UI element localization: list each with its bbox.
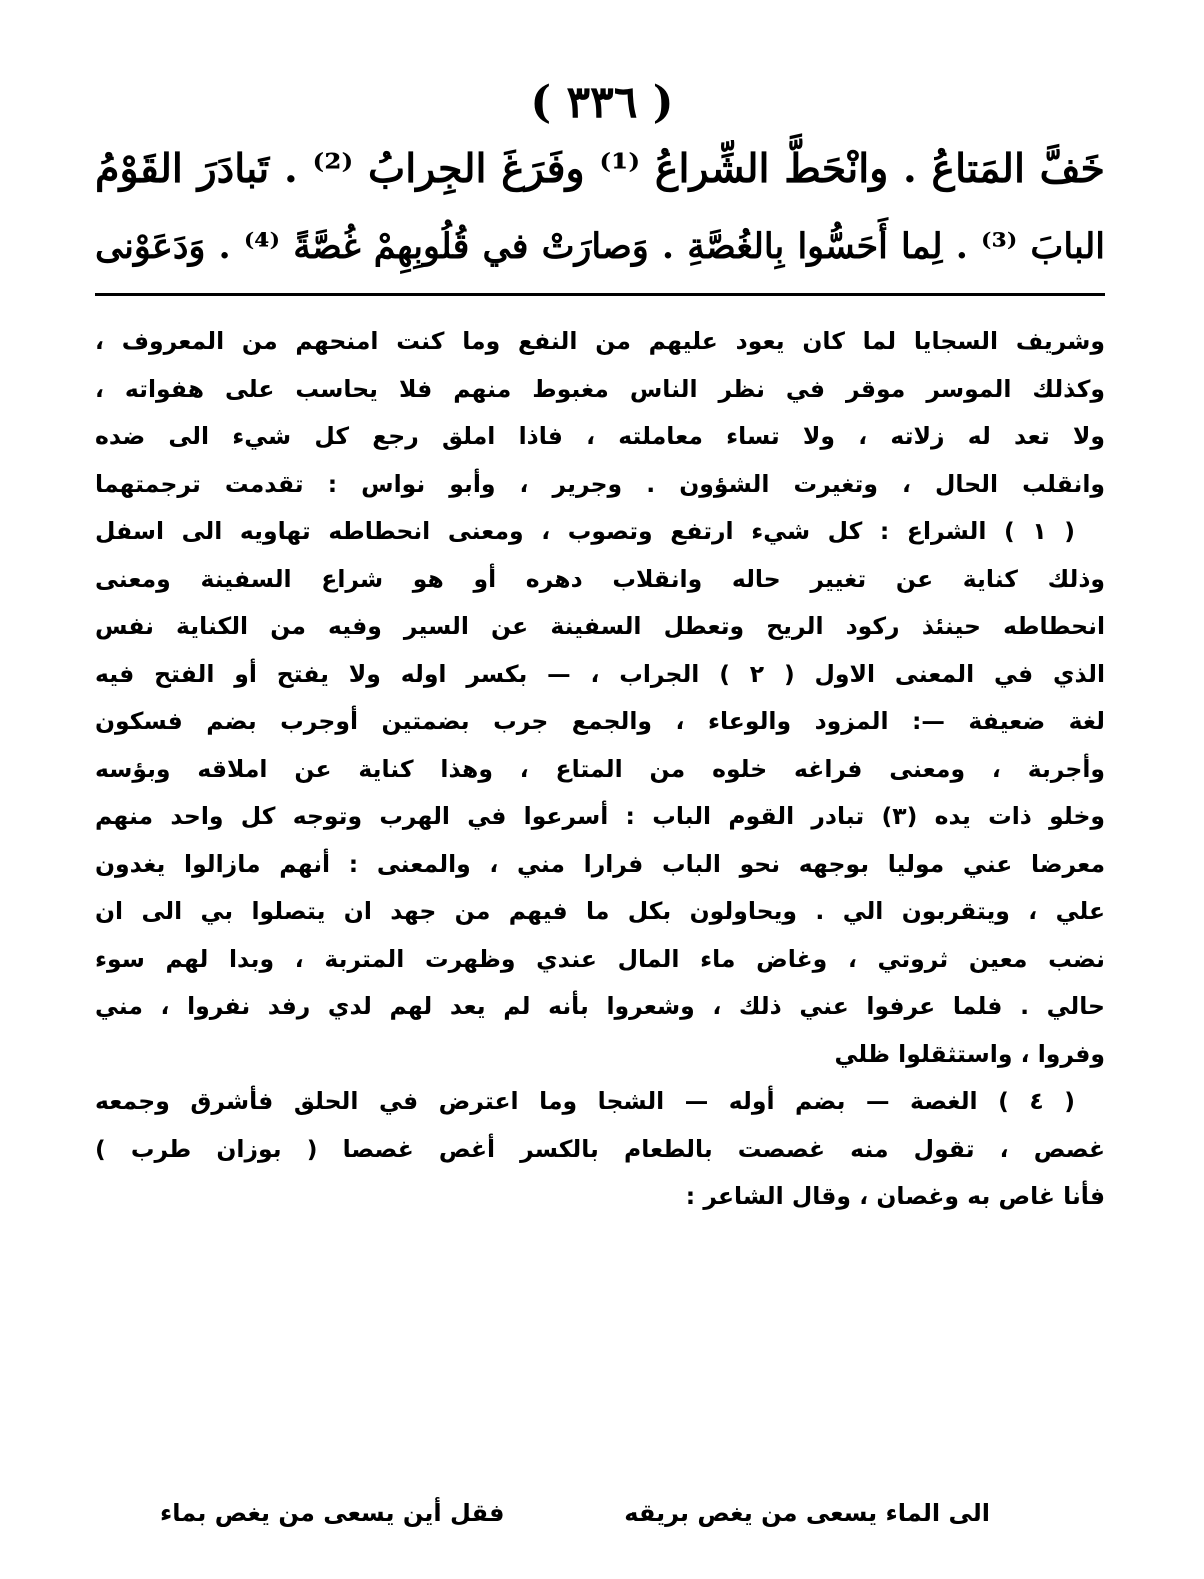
footnote-line: علي ، ويتقربون الي . ويحاولون بكل ما فيهم من جهد ان يتصلوا بي الى ان (95, 897, 1105, 925)
footnote-line: وأجربة ، ومعنى فراغه خلوه من المتاع ، وهذا كناية عن املاقه وبؤسه (95, 754, 1105, 783)
footnote-line: وخلو ذات يده (٣) تبادر القوم الباب : أسرعوا في الهرب وتوجه كل واحد منهم (95, 802, 1105, 830)
footnote-line: نضب معين ثروتي ، وغاض ماء المال عندي وظهرت المتربة ، وبدا لهم سوء (95, 944, 1105, 973)
footnote-line: وانقلب الحال ، وتغيرت الشؤون . وجرير ، وأبو نواس : تقدمت ترجمتهما (95, 469, 1105, 498)
main-text (95, 130, 1105, 286)
footnote-line: معرضا عني موليا بوجهه نحو الباب فرارا مني ، والمعنى : أنهم مازالوا يغدون (95, 849, 1105, 878)
footnotes (95, 318, 1105, 1221)
footnote-line: انحطاطه حينئذ ركود الريح وتعطل السفينة عن السير وفيه من الكناية نفس (95, 612, 1105, 640)
footnote-line: حالي . فلما عرفوا عني ذلك ، وشعروا بأنه لم يعد لهم لدي رفد نفروا ، مني (95, 992, 1105, 1020)
page-number: ( ٣٣٦ ) (530, 77, 674, 128)
footnote-line: وذلك كناية عن تغيير حاله وانقلاب دهره أو هو شراع السفينة ومعنى (95, 564, 1105, 593)
footnote-line: ( ٤ ) الغصة — بضم أوله — الشجا وما اعترض في الحلق فأشرق وجمعه (95, 1087, 1076, 1115)
verse-first-hemistich: الى الماء يسعى من يغص بريقه (624, 1499, 990, 1527)
footnote-line: غصص ، تقول منه غصصت بالطعام بالكسر أغص غصصا ( بوزان طرب ) (95, 1134, 1105, 1163)
footnote-line: لغة ضعيفة —: المزود والوعاء ، والجمع جرب بضمتين أوجرب بضم فسكون (95, 707, 1105, 735)
footnote-divider (95, 293, 1105, 296)
main-text-line: البابَ ⁽³⁾ . لِما أَحَسُّوا بِالغُصَّةِ . وَصارَتْ في قُلُوبِهِمْ غُصَّةً ⁽⁴⁾ . وَدَعَوْنى (95, 226, 1105, 267)
footnote-line: الذي في المعنى الاول ( ٢ ) الجراب ، — بكسر اوله ولا يفتح أو الفتح فيه (95, 659, 1105, 688)
footnote-line: فأنا غاص به وغصان ، وقال الشاعر : (685, 1182, 1105, 1210)
footnote-line: وفروا ، واستثقلوا ظلي (834, 1039, 1105, 1068)
footnote-line: ولا تعد له زلاته ، ولا تساء معاملته ، فاذا املق رجع كل شيء الى ضده (95, 422, 1105, 450)
main-text-line: خَفَّ المَتاعُ . وانْحَطَّ الشِّراعُ ⁽¹⁾ وفَرَغَ الجِرابُ ⁽²⁾ . تَبادَرَ القَوْمُ (95, 146, 1105, 192)
footnote-line: وكذلك الموسر موقر في نظر الناس مغبوط منهم فلا يحاسب على هفواته ، (95, 374, 1105, 403)
poetry-verse (160, 1488, 990, 1538)
footnote-line: وشريف السجايا لما كان يعود عليهم من النفع وما كنت امنحهم من المعروف ، (95, 327, 1105, 355)
footnote-line: ( ١ ) الشراع : كل شيء ارتفع وتصوب ، ومعنى انحطاطه تهاويه الى اسفل (95, 517, 1075, 545)
verse-second-hemistich: فقل أين يسعى من يغص بماء (160, 1499, 505, 1527)
